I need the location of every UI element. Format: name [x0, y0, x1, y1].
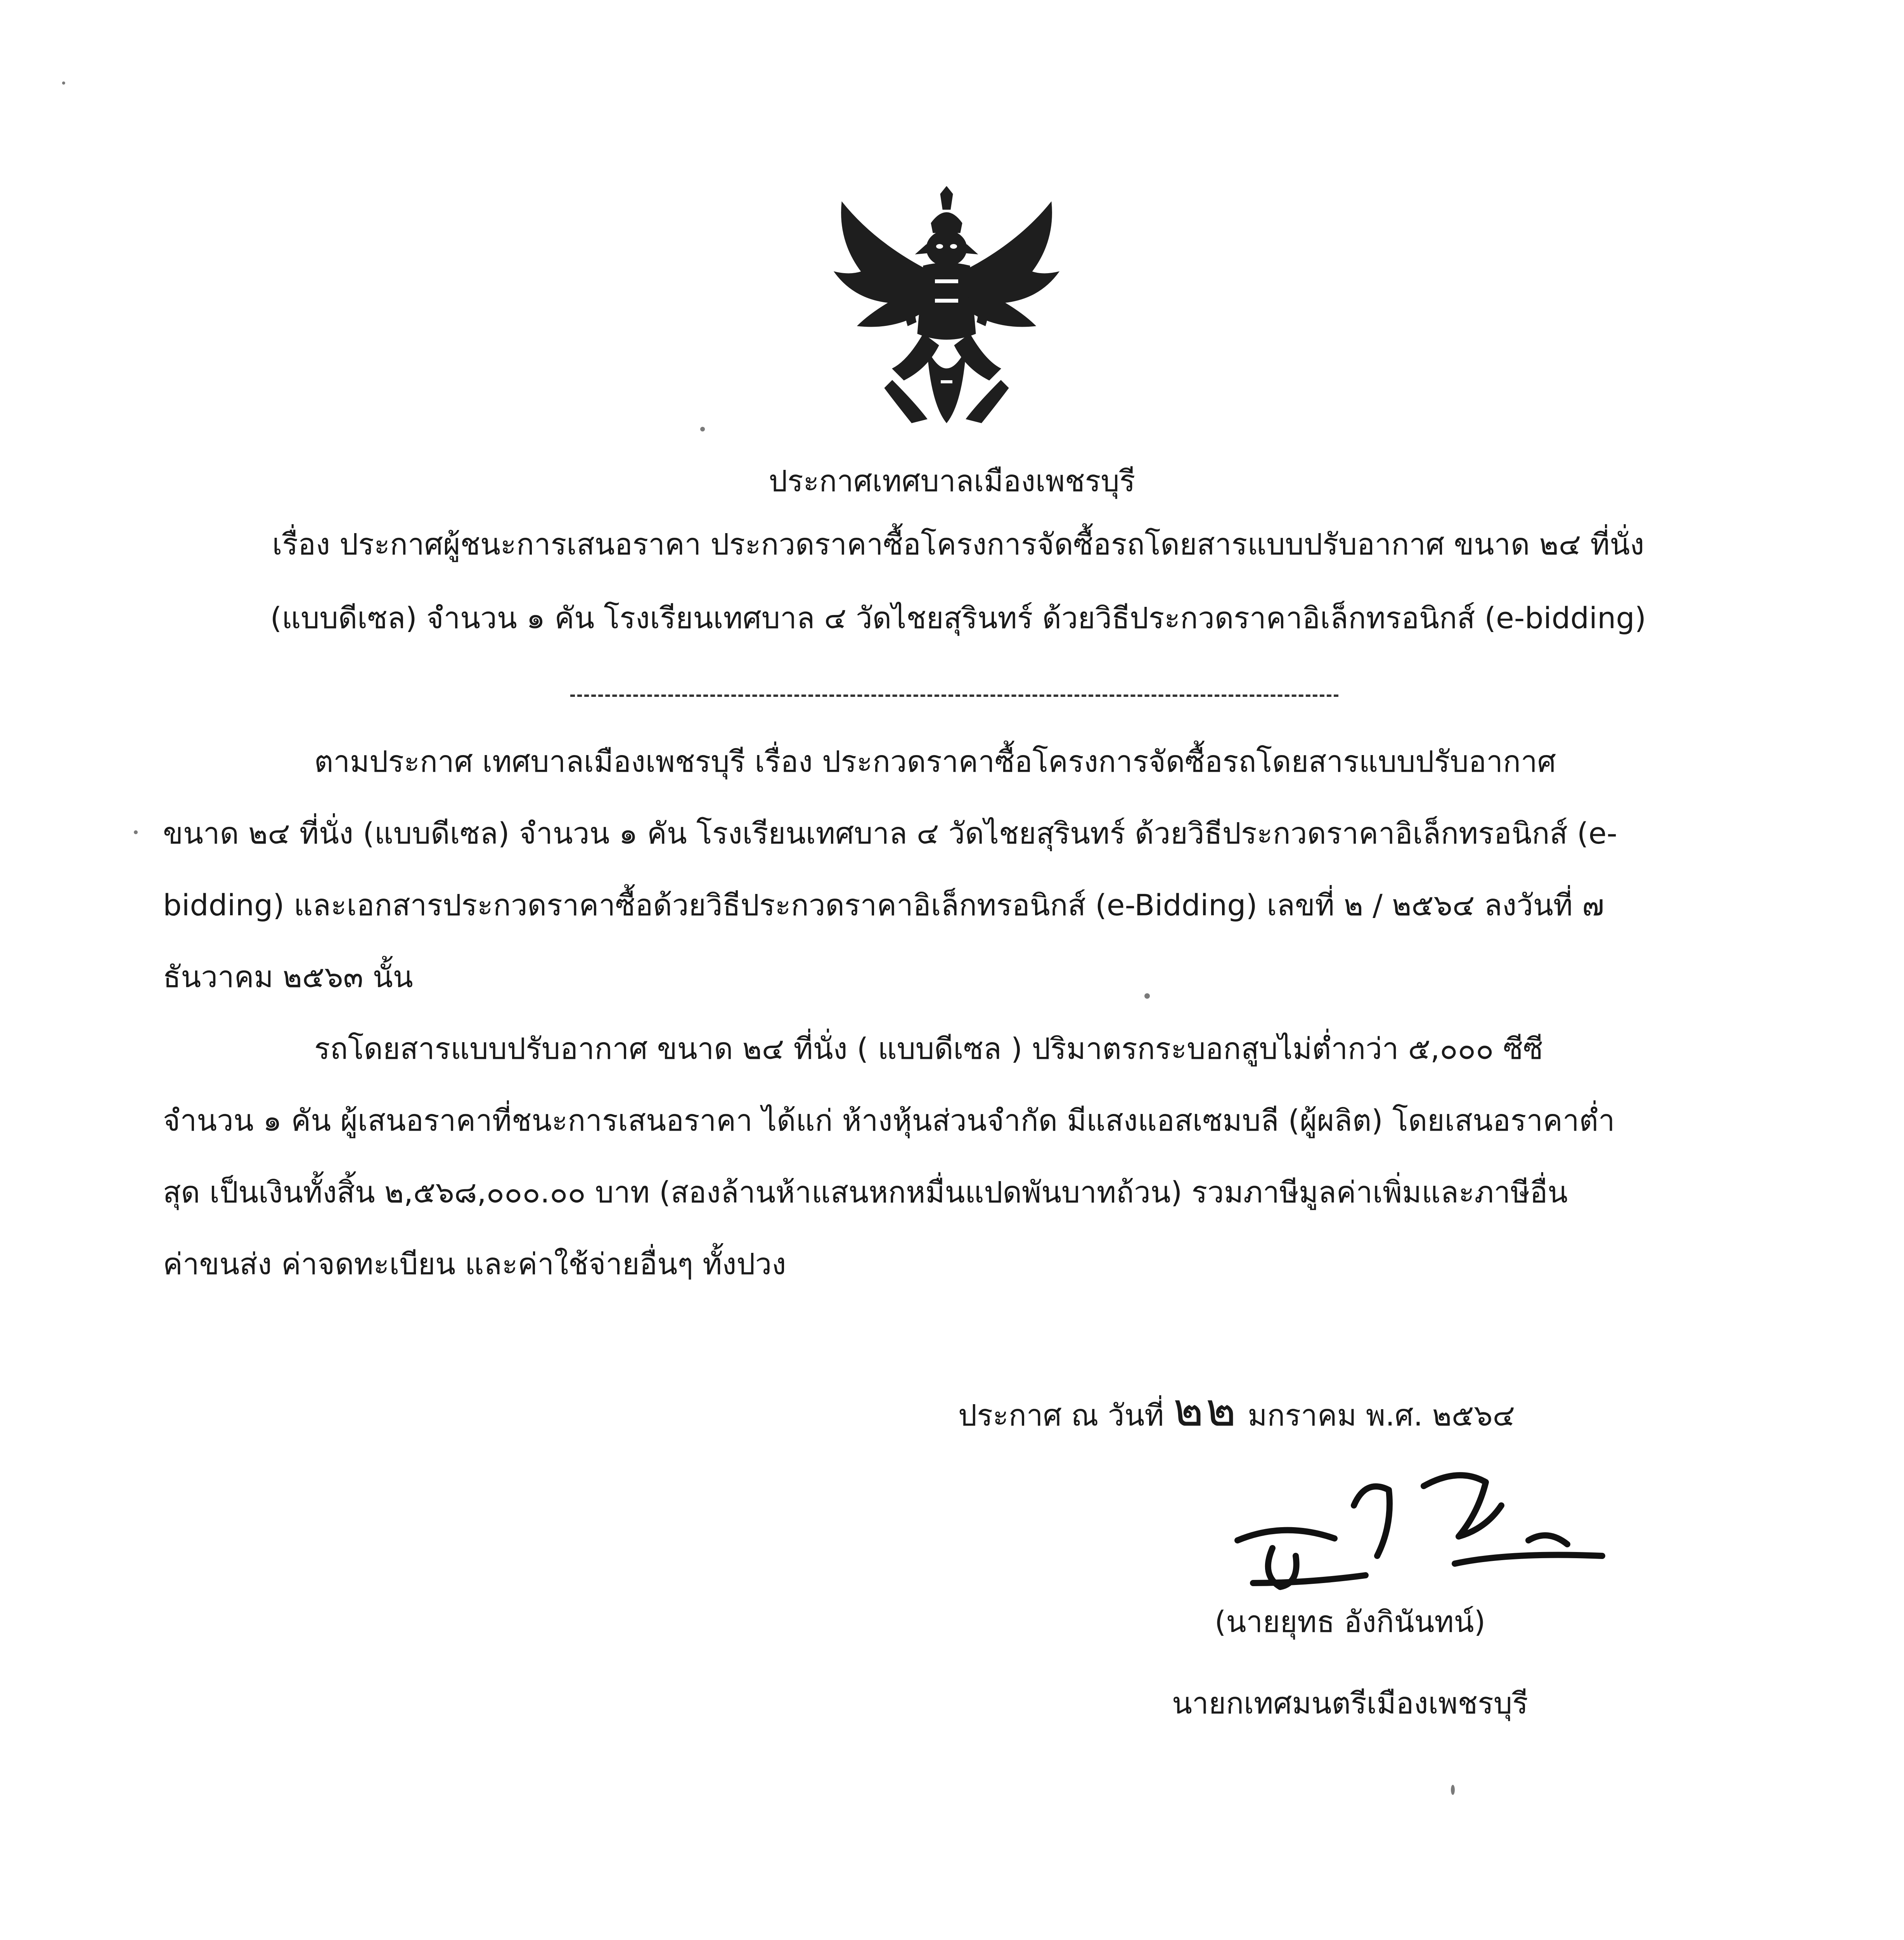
- para1-line3: bidding) และเอกสารประกวดราคาซื้อด้วยวิธีประกวดราคาอิเล็กทรอนิกส์ (e-Bidding) เลขที่ ๒ / ๒๕๖๔ ลงวันที่ ๗: [163, 888, 1605, 922]
- announcement-date: [958, 1381, 1515, 1439]
- date-day-handwritten: ๒๒: [1173, 1383, 1239, 1436]
- scan-speck: [700, 427, 705, 431]
- para1-line1: ตามประกาศ เทศบาลเมืองเพชรบุรี เรื่อง ประกวดราคาซื้อโครงการจัดซื้อรถโดยสารแบบปรับอากาศ: [314, 744, 1556, 779]
- subject-line-2: (แบบดีเซล) จำนวน ๑ คัน โรงเรียนเทศบาล ๔ วัดไชยสุรินทร์ ด้วยวิธีประกวดราคาอิเล็กทรอนิกส์ (e-bidding): [270, 601, 1646, 635]
- para1-line2: ขนาด ๒๔ ที่นั่ง (แบบดีเซล) จำนวน ๑ คัน โรงเรียนเทศบาล ๔ วัดไชยสุรินทร์ ด้วยวิธีประกวดราคาอิเล็กทรอนิกส์ (e-: [163, 816, 1617, 850]
- para2-line2: จำนวน ๑ คัน ผู้เสนอราคาที่ชนะการเสนอราคา ได้แก่ ห้างหุ้นส่วนจำกัด มีแสงแอสเซมบลี (ผู้ผลิต) โดยเสนอราคาต่ำ: [163, 1103, 1615, 1138]
- separator-line: [570, 695, 1338, 697]
- scan-speck: [1144, 993, 1150, 999]
- mayor-signature: [1206, 1459, 1625, 1614]
- scan-speck: [62, 81, 65, 85]
- para2-line1: รถโดยสารแบบปรับอากาศ ขนาด ๒๔ ที่นั่ง ( แบบดีเซล ) ปริมาตรกระบอกสูบไม่ต่ำกว่า ๕,๐๐๐ ซีซี: [314, 1031, 1543, 1066]
- garuda-emblem-icon: [826, 186, 1067, 435]
- scan-speck: [134, 830, 138, 834]
- issuer-heading: ประกาศเทศบาลเมืองเพชรบุรี: [769, 464, 1135, 498]
- para1-line4: ธันวาคม ๒๕๖๓ นั้น: [163, 960, 413, 994]
- scan-speck: [1451, 1785, 1455, 1795]
- para2-line3: สุด เป็นเงินทั้งสิ้น ๒,๕๖๘,๐๐๐.๐๐ บาท (สองล้านห้าแสนหกหมื่นแปดพันบาทถ้วน) รวมภาษีมูลค่าเพิ่มและภาษีอื่น: [163, 1175, 1568, 1209]
- signer-title: นายกเทศมนตรีเมืองเพชรบุรี: [1172, 1686, 1528, 1720]
- signer-name: (นายยุทธ อังกินันทน์): [1214, 1604, 1486, 1639]
- para2-line4: ค่าขนส่ง ค่าจดทะเบียน และค่าใช้จ่ายอื่นๆ ทั้งปวง: [163, 1247, 786, 1281]
- subject-line-1: เรื่อง ประกาศผู้ชนะการเสนอราคา ประกวดราคาซื้อโครงการจัดซื้อรถโดยสารแบบปรับอากาศ ขนาด ๒๔ ที่นั่ง: [272, 527, 1644, 561]
- date-prefix: ประกาศ ณ วันที่: [958, 1398, 1164, 1432]
- date-suffix: มกราคม พ.ศ. ๒๕๖๔: [1248, 1398, 1515, 1432]
